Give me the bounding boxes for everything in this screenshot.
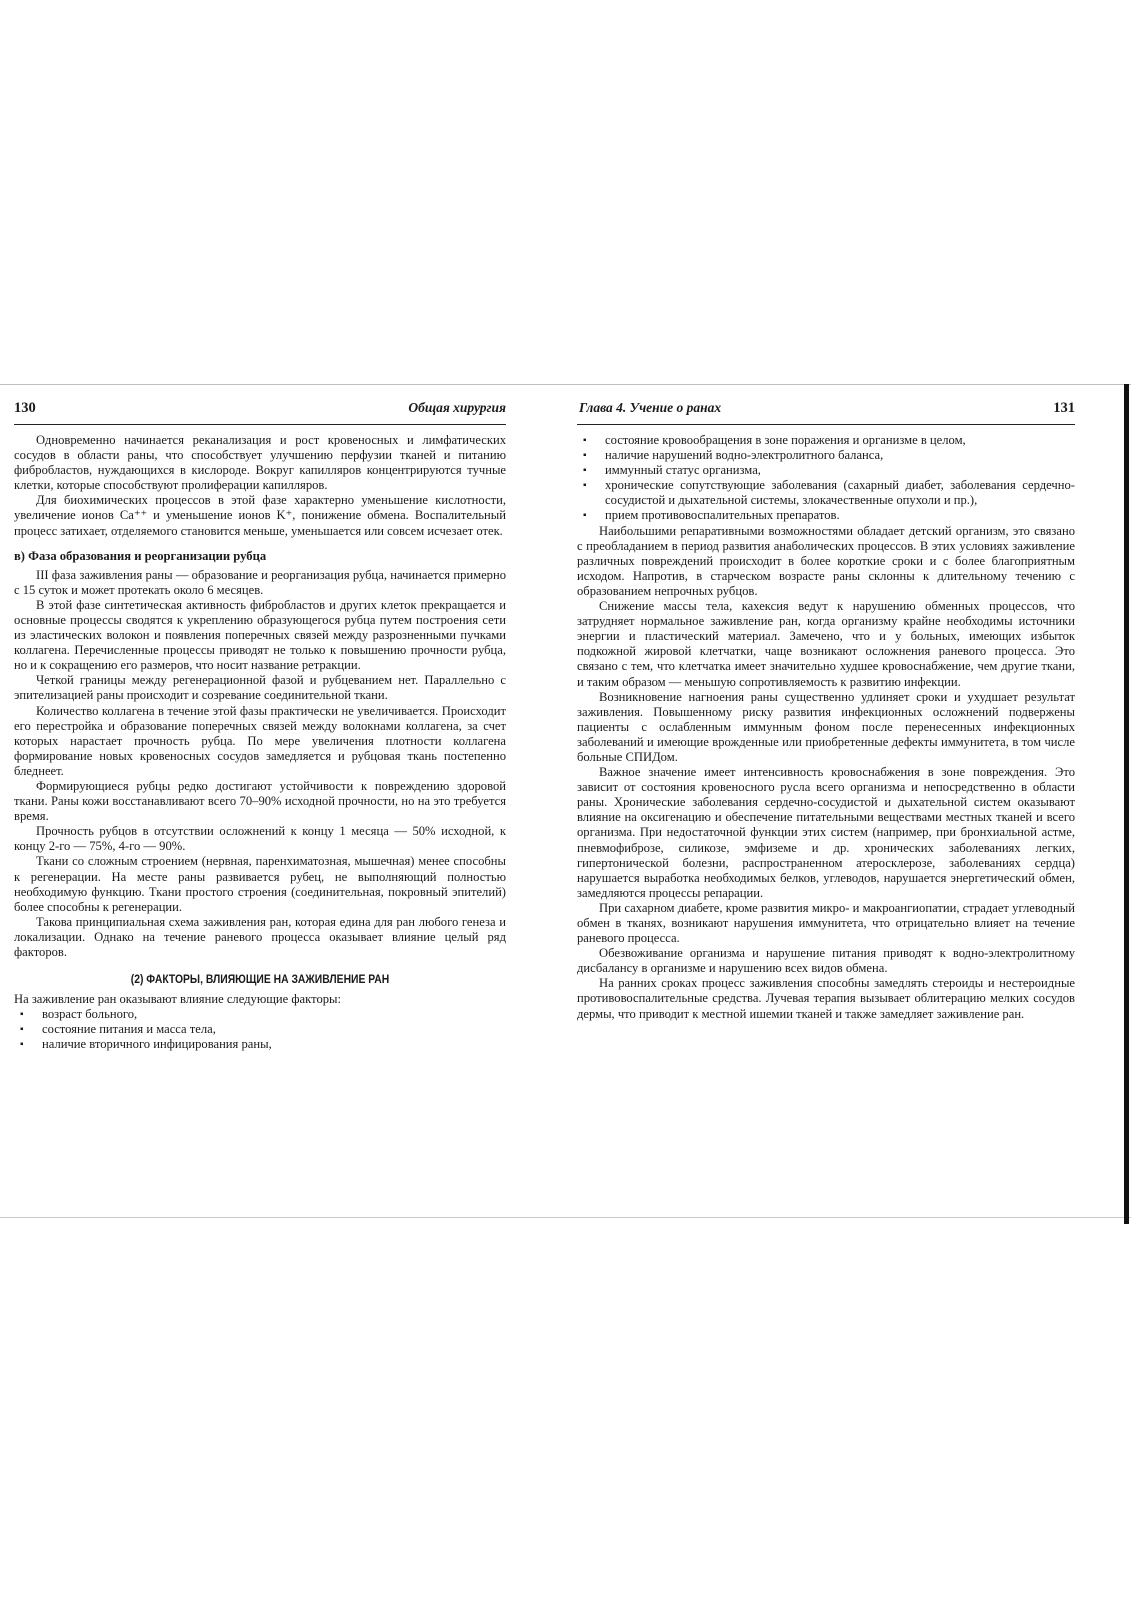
list-item: ▪ состояние кровообращения в зоне поражения и организме в целом, (577, 433, 1075, 448)
paragraph: Четкой границы между регенерационной фазой и рубцеванием нет. Параллельно с эпителизацией раны происходит и созревание соединительной ткани. (14, 673, 506, 703)
paragraph: III фаза заживления раны — образование и реорганизация рубца, начинается примерно с 15 суток и может протекать около 6 месяцев. (14, 567, 506, 597)
paragraph: Важное значение имеет интенсивность кровоснабжения в зоне повреждения. Это зависит от состояния кровеносного русла всего организма и непосредственно в области раны. Хронические заболевания сердечно-сосудистой и дыхательной систем оказывают влияние на оксигенацию и обеспечение питательными веществами местных тканей и всего организма. При недостаточной функции этих систем (например, при бронхиальной астме, пневмофиброзе, силикозе, эмфиземе и др. хронических заболеваниях легких, гипертонической болезни, распространенном атеросклерозе, заболеваниях сердца) нарушается выработка необходимых белков, углеводов, нарушается энергетический обмен, замедляются процессы репарации. (577, 765, 1075, 900)
list-item: ▪ наличие нарушений водно-электролитного баланса, (577, 448, 1075, 463)
factors-list-continued (577, 433, 1075, 524)
right-page (577, 400, 1075, 1022)
list-item: ▪ состояние питания и масса тела, (14, 1022, 506, 1037)
paragraph: При сахарном диабете, кроме развития микро- и макроангиопатии, страдает углеводный обмен в тканях, возникают нарушения иммунитета, что отрицательно влияет на течение раневого процесса. (577, 900, 1075, 946)
paragraph: Формирующиеся рубцы редко достигают устойчивости к повреждению здоровой ткани. Раны кожи восстанавливают всего 70–90% исходной прочности, но на это требуется время. (14, 778, 506, 824)
left-page-header (14, 400, 506, 425)
left-running-title: Общая хирургия (408, 400, 506, 415)
scan-top-edge (0, 384, 1131, 385)
list-item: ▪ наличие вторичного инфицирования раны, (14, 1037, 506, 1052)
section-heading: (2) ФАКТОРЫ, ВЛИЯЮЩИЕ НА ЗАЖИВЛЕНИЕ РАН (130, 974, 390, 987)
paragraph: Возникновение нагноения раны существенно удлиняет сроки и ухудшает результат заживления. Повышенному риску развития инфекционных осложнений подвержены пациенты с ослабленным иммунным фоном после перенесенных инфекционных заболеваний и имеющие врожденные или приобретенные дефекты иммунитета, в том числе больные СПИДом. (577, 689, 1075, 764)
paragraph: Ткани со сложным строением (нервная, паренхиматозная, мышечная) менее способны к регенерации. На месте раны развивается рубец, не выполняющий полностью необходимую функцию. Ткани простого строения (соединительная, покровный эпителий) более способны к регенерации. (14, 854, 506, 914)
paragraph: На ранних сроках процесс заживления способны замедлять стероиды и нестероидные противовоспалительные средства. Лучевая терапия вызывает облитерацию мелких сосудов дермы, что приводит к местной ишемии тканей и также замедляет заживление ран. (577, 976, 1075, 1021)
scan-bottom-edge (0, 1217, 1131, 1218)
list-item: ▪ прием противовоспалительных препаратов. (577, 508, 1075, 523)
scan-right-edge (1124, 384, 1129, 1224)
right-running-title: Глава 4. Учение о ранах (579, 400, 722, 415)
paragraph: Обезвоживание организма и нарушение питания приводят к водно-электролитному дисбалансу в организме и нарушению всех видов обмена. (577, 946, 1075, 976)
list-item: ▪ хронические сопутствующие заболевания (сахарный диабет, заболевания сердечно-сосудистой и дыхательной системы, злокачественные опухоли и пр.), (577, 478, 1075, 508)
paragraph: Наибольшими репаративными возможностями обладает детский организм, это связано с преобладанием в период развития анаболических процессов. В этих условиях заживление различных повреждений происходит в более короткие сроки и с более благоприятным исходом. Напротив, в старческом возрасте раны склонны к длительному течению с образованием непрочных рубцов. (577, 523, 1075, 598)
paragraph: Такова принципиальная схема заживления ран, которая едина для ран любого генеза и локализации. Однако на течение раневого процесса оказывает влияние целый ряд факторов. (14, 914, 506, 959)
list-item: ▪ иммунный статус организма, (577, 463, 1075, 478)
factors-list (14, 1007, 506, 1052)
paragraph: Для биохимических процессов в этой фазе характерно уменьшение кислотности, увеличение ионов Ca⁺⁺ и уменьшение ионов K⁺, понижение обмена. Воспалительный процесс затихает, отделяемого становится меньше, уменьшается или совсем исчезает отек. (14, 493, 506, 538)
right-page-header (577, 400, 1075, 425)
left-page (14, 400, 506, 1052)
paragraph: Снижение массы тела, кахексия ведут к нарушению обменных процессов, что затрудняет нормальное заживление ран, когда организму крайне необходимы источники энергии и пластический материал. Замечено, что и у больных, имеющих избыток подкожной жировой клетчатки, чаще возникают осложнения раневого процесса. Это связано с тем, что клетчатка имеет значительно худшее кровоснабжение, чем другие ткани, и таким образом — меньшую сопротивляемость к развитию инфекции. (577, 599, 1075, 689)
paragraph: Количество коллагена в течение этой фазы практически не увеличивается. Происходит его перестройка и образование поперечных связей между волокнами коллагена, за счет которых нарастает прочность рубца. По мере увеличения плотности коллагена формирование новых кровеносных сосудов замедляется и рубцовая ткань постепенно бледнеет. (14, 703, 506, 778)
list-intro: На заживление ран оказывают влияние следующие факторы: (14, 992, 341, 1007)
paragraph: Одновременно начинается реканализация и рост кровеносных и лимфатических сосудов в области раны, что способствует улучшению перфузии тканей и питанию фибробластов, нуждающихся в кислороде. Вокруг капилляров концентрируются тучные клетки, которые способствуют пролиферации капилляров. (14, 433, 506, 493)
right-page-number: 131 (1053, 400, 1075, 416)
paragraph: В этой фазе синтетическая активность фибробластов и других клеток прекращается и основные процессы сводятся к укреплению образующегося рубца путем построения сети из эластических волокон и появления поперечных связей между разрозненными пучками коллагена. Перечисленные процессы приводят не только к повышению прочности рубца, но и к сокращению его размеров, что носит название ретракции. (14, 597, 506, 673)
left-page-number: 130 (14, 400, 36, 416)
paragraph: Прочность рубцов в отсутствии осложнений к концу 1 месяца — 50% исходной, к концу 2-го — 75%, 4-го — 90%. (14, 824, 506, 854)
list-item: ▪ возраст больного, (14, 1007, 506, 1022)
subsection-heading: в) Фаза образования и реорганизации рубца (14, 548, 267, 563)
